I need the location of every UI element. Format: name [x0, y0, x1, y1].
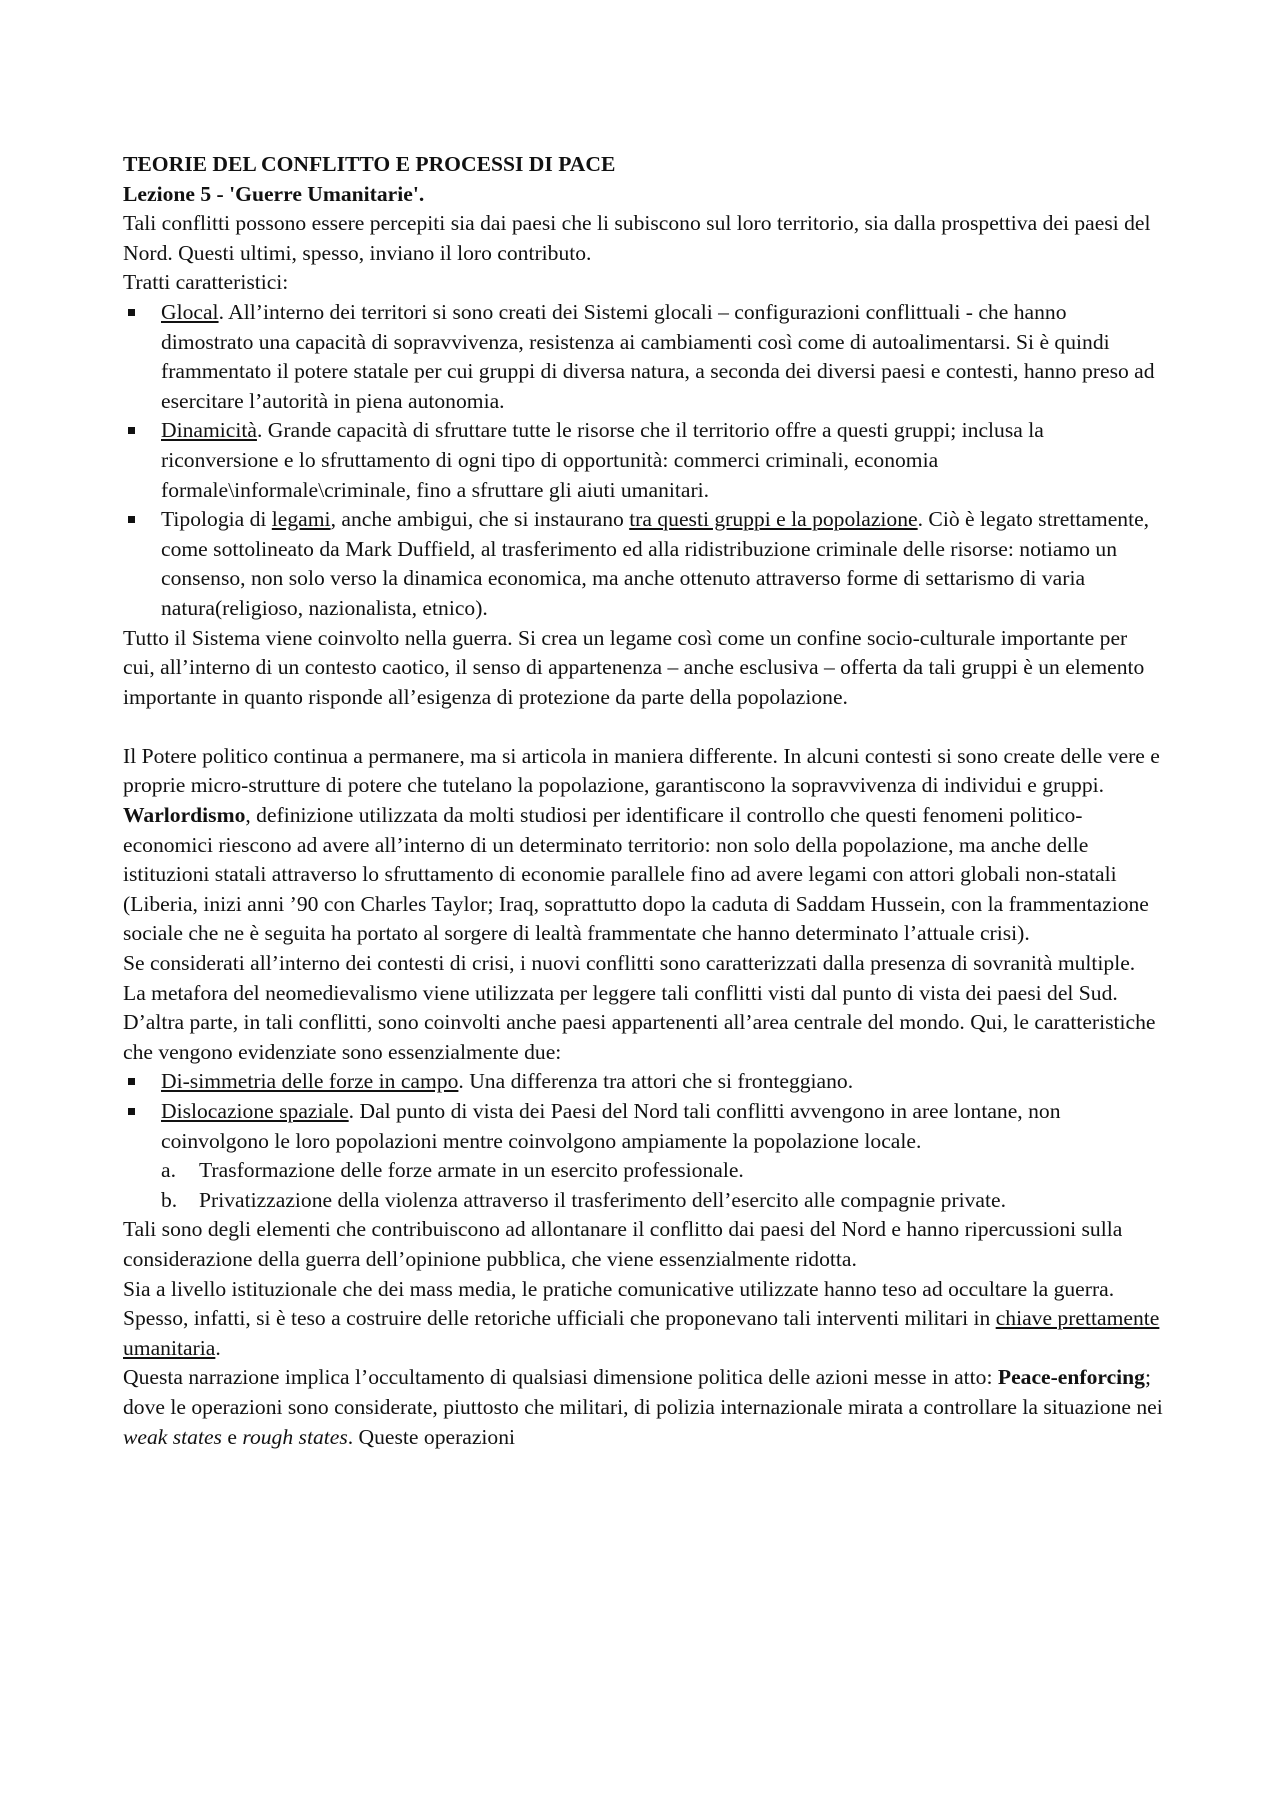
- glocal-text: . All’interno dei territori si sono creati dei Sistemi glocali – configurazioni conflittuali - che hanno dimostrato una capacità di sopravvivenza, resistenza ai cambiamenti così come di autoalimentarsi. Si è quindi frammentato il potere statale per cui gruppi di diversa natura, a seconda dei diversi paesi e contesti, hanno preso ad esercitare l’autorità in piena autonomia.: [161, 299, 1155, 413]
- blank-line: [123, 712, 1163, 742]
- sublist-item: [161, 1186, 1163, 1216]
- traits-heading: Tratti caratteristici:: [123, 270, 289, 295]
- traits-list: [123, 298, 1163, 624]
- warlordismo-term: Warlordismo: [123, 803, 246, 828]
- sublist-marker: b.: [161, 1187, 178, 1212]
- dislocazione-term: Dislocazione spaziale: [161, 1099, 349, 1123]
- sistema-paragraph: Tutto il Sistema viene coinvolto nella guerra. Si crea un legame così come un confine socio-culturale importante per cui, all’interno di un contesto caotico, il senso di appartenenza – anche esclusiva – offerta da tali gruppi è un elemento importante in quanto risponde all’esigenza di protezione da parte della popolazione.: [123, 625, 1145, 709]
- warlordismo-paragraph: [123, 801, 1163, 949]
- intro-paragraph: Tali conflitti possono essere percepiti sia dai paesi che li subiscono sul loro territorio, sia dalla prospettiva dei paesi del Nord. Questi ultimi, spesso, inviano il loro contributo.: [123, 211, 1151, 265]
- narr-pre: Questa narrazione implica l’occultamento di qualsiasi dimensione politica delle azioni messe in atto:: [123, 1365, 998, 1390]
- narr-end: . Queste operazioni: [347, 1424, 516, 1449]
- legami-term: legami: [271, 507, 331, 532]
- list-item-legami: [123, 505, 1163, 623]
- metafora-paragraph: La metafora del neomedievalismo viene utilizzata per leggere tali conflitti visti dal punto di vista dei paesi del Sud. D’altra parte, in tali conflitti, sono coinvolti anche paesi appartenenti all’area centrale del mondo. Qui, le caratteristiche che vengono evidenziate sono essenzialmente due:: [123, 980, 1156, 1064]
- north-traits-list: [123, 1067, 1163, 1156]
- potere-paragraph: Il Potere politico continua a permanere, ma si articola in maniera differente. In alcuni contesti si sono create delle vere e proprie micro-strutture di potere che tutelano la popolazione, garantiscono la sopravvivenza di individui e gruppi.: [123, 743, 1160, 798]
- dislocazione-text: . Dal punto di vista dei Paesi del Nord tali conflitti avvengono in aree lontane, non coinvolgono le loro popolazioni mentre coinvolgono ampiamente la popolazione locale.: [161, 1099, 1061, 1153]
- rough-states-term: rough states: [242, 1424, 348, 1449]
- list-item-glocal: [123, 298, 1163, 416]
- document-page: [123, 150, 1163, 1452]
- legami-term-2: tra questi gruppi e la popolazione: [629, 507, 918, 532]
- dinamicita-text: . Grande capacità di sfruttare tutte le risorse che il territorio offre a questi gruppi; inclusa la riconversione e lo sfruttamento di ogni tipo di opportunità: commerci criminali, economia formale\informale\criminale, fino a sfruttare gli aiuti umanitari.: [161, 418, 1044, 502]
- legami-mid: , anche ambigui, che si instaurano: [330, 507, 630, 532]
- media-end: .: [215, 1335, 221, 1360]
- disimmetria-term: Di-simmetria delle forze in campo: [161, 1069, 459, 1094]
- sublist-text: Trasformazione delle forze armate in un esercito professionale.: [199, 1158, 744, 1183]
- document-title: TEORIE DEL CONFLITTO E PROCESSI DI PACE: [123, 152, 616, 176]
- glocal-term: Glocal: [161, 299, 219, 324]
- list-item-disimmetria: [123, 1067, 1163, 1097]
- sublist-text: Privatizzazione della violenza attraverso il trasferimento dell’esercito alle compagnie private.: [199, 1187, 1007, 1212]
- warlordismo-text: , definizione utilizzata da molti studiosi per identificare il controllo che questi fenomeni politico-economici riescono ad avere all’interno di un determinato territorio: non solo della popolazione, ma anche delle istituzioni statali attraverso lo sfruttamento di economie parallele fino ad avere legami con attori globali non-statali (Liberia, inizi anni ’90 con Charles Taylor; Iraq, soprattutto dopo la caduta di Saddam Hussein, con la frammentazione sociale che ne è seguita ha portato al sorgere di lealtà frammentate che hanno determinato l’attuale crisi).: [123, 803, 1149, 946]
- list-item-dinamicita: [123, 416, 1163, 505]
- narr-and: e: [221, 1424, 243, 1449]
- sovranita-paragraph: Se considerati all’interno dei contesti di crisi, i nuovi conflitti sono caratterizzati dalla presenza di sovranità multiple.: [123, 951, 1136, 976]
- legami-text: . Ciò è legato strettamente, come sottolineato da Mark Duffield, al trasferimento ed alla ridistribuzione criminale delle risorse: notiamo un consenso, non solo verso la dinamica economica, ma anche ottenuto attraverso forme di settarismo di varia natura(religioso, nazionalista, etnico).: [161, 507, 1150, 620]
- disimmetria-text: . Una differenza tra attori che si fronteggiano.: [458, 1069, 854, 1094]
- legami-pre: Tipologia di: [161, 507, 272, 532]
- media-paragraph: [123, 1275, 1163, 1364]
- sublist-marker: a.: [161, 1158, 176, 1183]
- media-text: Sia a livello istituzionale che dei mass media, le pratiche comunicative utilizzate hanno teso ad occultare la guerra. Spesso, infatti, si è teso a costruire delle retoriche ufficiali che proponevano tali interventi militari in: [123, 1276, 1115, 1331]
- dislocazione-sublist: [123, 1156, 1163, 1215]
- narrazione-paragraph: [123, 1363, 1163, 1452]
- media-term: chiave prettamente umanitaria: [123, 1306, 1160, 1360]
- peace-enforcing-term: Peace-enforcing: [997, 1365, 1145, 1390]
- dinamicita-term: Dinamicità: [161, 418, 257, 443]
- weak-states-term: weak states: [123, 1424, 222, 1449]
- sublist-item: [161, 1156, 1163, 1186]
- narr-mid: ; dove le operazioni sono considerate, piuttosto che militari, di polizia internazionale mirata a controllare la situazione nei: [123, 1365, 1163, 1419]
- list-item-dislocazione: [123, 1097, 1163, 1156]
- elementi-paragraph: Tali sono degli elementi che contribuiscono ad allontanare il conflitto dai paesi del Nord e hanno ripercussioni sulla considerazione della guerra dell’opinione pubblica, che viene essenzialmente ridotta.: [123, 1217, 1123, 1271]
- lesson-subtitle: Lezione 5 - 'Guerre Umanitarie'.: [123, 181, 425, 206]
